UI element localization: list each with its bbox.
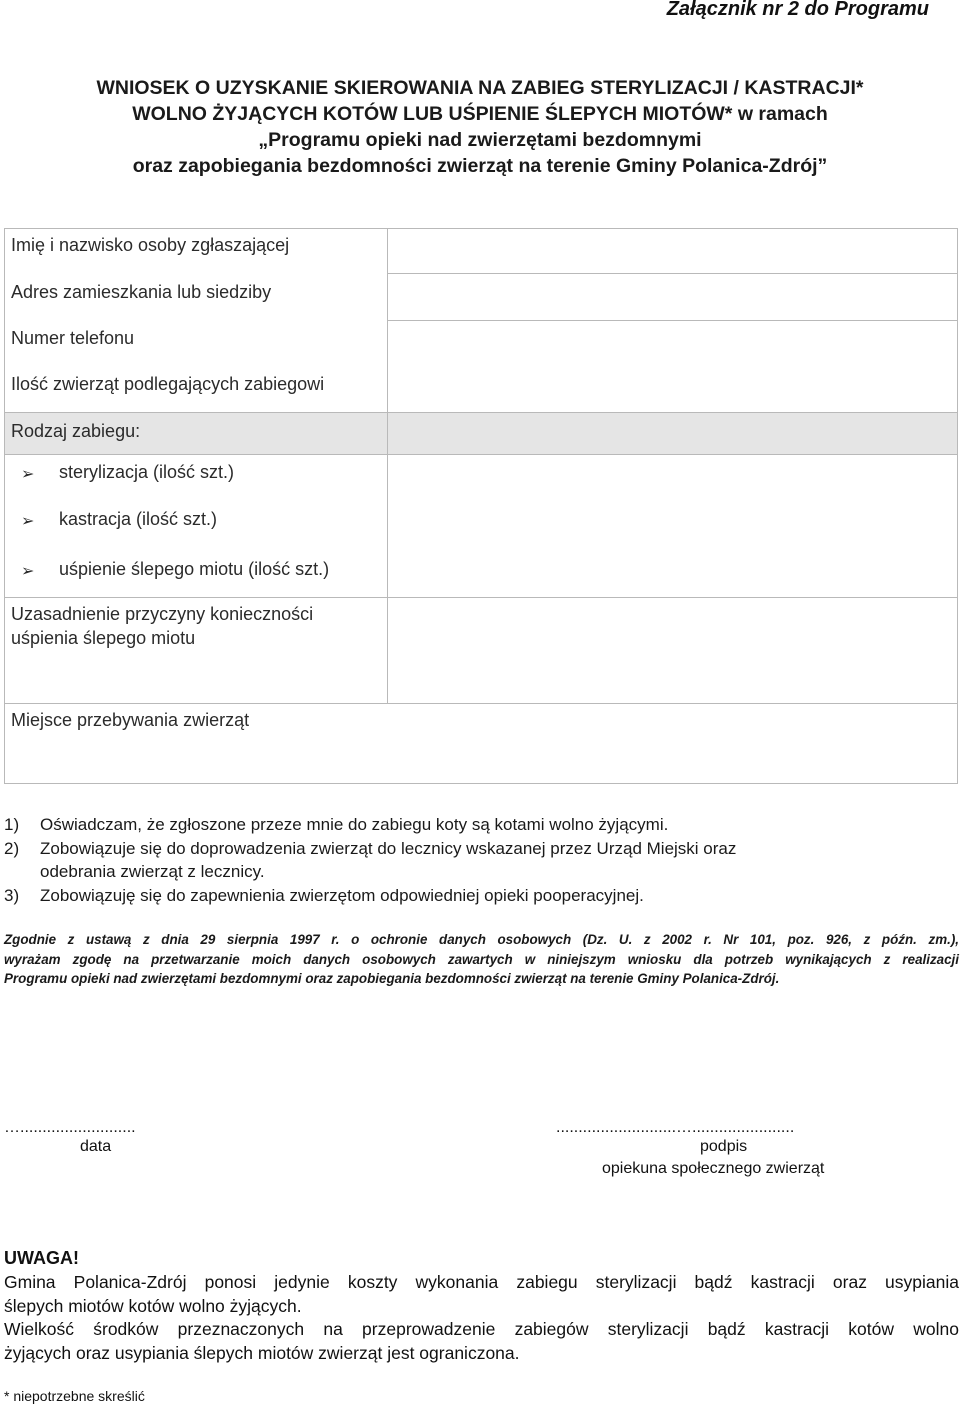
- declaration-text: Zobowiązuję się do zapewnienia zwierzętom odpowiedniej opieki pooperacyjnej.: [40, 886, 644, 905]
- title-line: oraz zapobiegania bezdomności zwierząt na terenie Gminy Polanica-Zdrój”: [132, 155, 828, 177]
- field-label-location: Miejsce przebywania zwierząt: [11, 710, 250, 730]
- title-line: WOLNO ŻYJĄCYCH KOTÓW LUB UŚPIENIE ŚLEPYCH MIOTÓW* w ramach: [132, 103, 828, 125]
- consent-line: wyrażam zgodę na przetwarzanie moich danych osobowych zawartych w niniejszym wniosku dla potrzeb wynikających z realizacji: [4, 951, 959, 967]
- arrow-bullet-icon: ➢: [21, 563, 35, 580]
- field-label-address: Adres zamieszkania lub siedziby: [11, 282, 272, 302]
- signature-label: podpis: [700, 1138, 748, 1155]
- arrow-bullet-icon: ➢: [21, 513, 35, 530]
- warning-line: ślepych miotów kotów wolno żyjących.: [4, 1295, 302, 1316]
- declaration-text: Zobowiązuje się do doprowadzenia zwierząt do lecznicy wskazanej przez Urząd Miejski oraz: [40, 839, 737, 858]
- field-label-procedure-type: Rodzaj zabiegu:: [11, 421, 141, 441]
- form-border: [4, 228, 958, 784]
- consent-line: Programu opieki nad zwierzętami bezdomnymi oraz zapobiegania bezdomności zwierząt na terenie Gminy Polanica-Zdrój.: [4, 971, 780, 986]
- date-label: data: [80, 1138, 112, 1155]
- warning-line: żyjących oraz usypiania ślepych miotów zwierząt jest ograniczona.: [4, 1342, 520, 1363]
- declaration-number: 3): [4, 886, 20, 905]
- warning-line: Wielkość środków przeznaczonych na przeprowadzenie zabiegów sterylizacji bądź kastracji kotów wolno: [4, 1319, 959, 1339]
- field-label-applicant-name: Imię i nazwisko osoby zgłaszającej: [11, 235, 290, 255]
- field-label-castration: kastracja (ilość szt.): [59, 509, 218, 529]
- row-divider: [4, 412, 958, 413]
- annex-label: Załącznik nr 2 do Programu: [666, 0, 929, 20]
- document-title: [0, 75, 960, 179]
- declaration-text: Oświadczam, że zgłoszone przeze mnie do zabiegu koty są kotami wolno żyjącymi.: [40, 815, 669, 834]
- title-line: „Programu opieki nad zwierzętami bezdomnymi: [258, 129, 702, 151]
- warning-text: [4, 1271, 959, 1365]
- field-label-euthanasia: uśpienie ślepego miotu (ilość szt.): [59, 559, 330, 579]
- declaration-number: 2): [4, 839, 20, 858]
- column-divider: [387, 228, 388, 703]
- declaration-text: odebrania zwierząt z lecznicy.: [40, 862, 265, 881]
- row-divider: [4, 703, 958, 704]
- signature-sublabel: opiekuna społecznego zwierząt: [602, 1160, 825, 1177]
- row-divider: [387, 320, 958, 321]
- field-label-sterilization: sterylizacja (ilość szt.): [59, 462, 235, 482]
- declaration-number: 1): [4, 815, 20, 834]
- title-line: WNIOSEK O UZYSKANIE SKIEROWANIA NA ZABIEG STERYLIZACJI / KASTRACJI*: [96, 77, 864, 99]
- row-divider: [387, 273, 958, 274]
- arrow-bullet-icon: ➢: [21, 466, 35, 483]
- row-divider: [4, 454, 958, 455]
- data-consent-paragraph: [4, 930, 959, 989]
- field-label-justification: Uzasadnienie przyczyny konieczności: [11, 604, 314, 624]
- application-form-table: [4, 228, 958, 784]
- signature-line: ...........................….......................: [556, 1119, 795, 1136]
- warning-line: Gmina Polanica-Zdrój ponosi jedynie koszty wykonania zabiegu sterylizacji bądź kastracji oraz usypiania: [4, 1272, 959, 1292]
- footnote: * niepotrzebne skreślić: [4, 1388, 145, 1404]
- warning-heading: UWAGA!: [4, 1248, 79, 1268]
- field-label-justification-line2: uśpienia ślepego miotu: [11, 628, 196, 648]
- date-signature-line: …..........................: [4, 1119, 136, 1136]
- field-label-animal-count: Ilość zwierząt podlegających zabiegowi: [11, 374, 325, 394]
- field-label-phone: Numer telefonu: [11, 328, 135, 348]
- consent-line: Zgodnie z ustawą z dnia 29 sierpnia 1997 r. o ochronie danych osobowych (Dz. U. z 2002 r. Nr 101, poz. 926, z późn. zm.),: [4, 932, 959, 947]
- row-divider: [4, 597, 958, 598]
